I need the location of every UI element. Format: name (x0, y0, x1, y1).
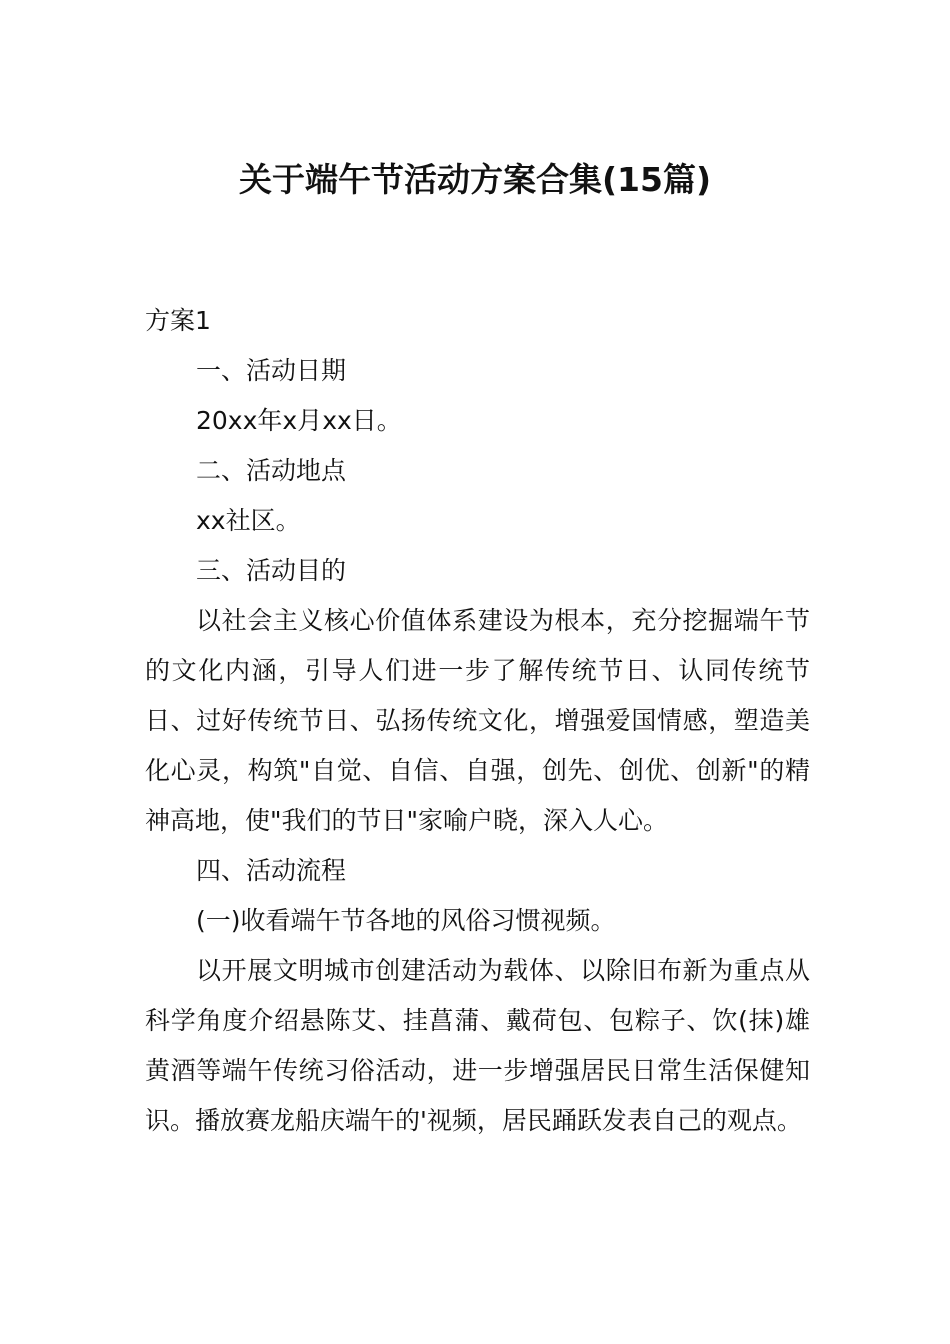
paragraph-activity-purpose: 以社会主义核心价值体系建设为根本，充分挖掘端午节的文化内涵，引导人们进一步了解传统节日、认同传统节日、过好传统节日、弘扬传统文化，增强爱国情感，塑造美化心灵，构筑"自觉、自信、自强，创先、创优、创新"的精神高地，使"我们的节日"家喻户晓，深入人心。 (145, 606, 810, 835)
document-body (145, 296, 810, 1146)
paragraph-activity-process: 以开展文明城市创建活动为载体、以除旧布新为重点从科学角度介绍悬陈艾、挂菖蒲、戴荷包、包粽子、饮(抹)雄黄酒等端午传统习俗活动，进一步增强居民日常生活保健知识。播放赛龙船庆端午的'视频，居民踊跃发表自己的观点。 (145, 956, 810, 1135)
heading-activity-date: 一、活动日期 (196, 356, 347, 385)
document-title: 关于端午节活动方案合集(15篇) (238, 160, 712, 199)
heading-activity-purpose: 三、活动目的 (196, 556, 347, 585)
heading-activity-location: 二、活动地点 (196, 456, 347, 485)
section-label: 方案1 (145, 306, 211, 335)
paragraph-activity-location: xx社区。 (196, 506, 301, 535)
paragraph-activity-date: 20xx年x月xx日。 (196, 406, 402, 435)
heading-activity-process: 四、活动流程 (196, 856, 347, 885)
subheading-watch-videos: (一)收看端午节各地的风俗习惯视频。 (196, 906, 616, 935)
